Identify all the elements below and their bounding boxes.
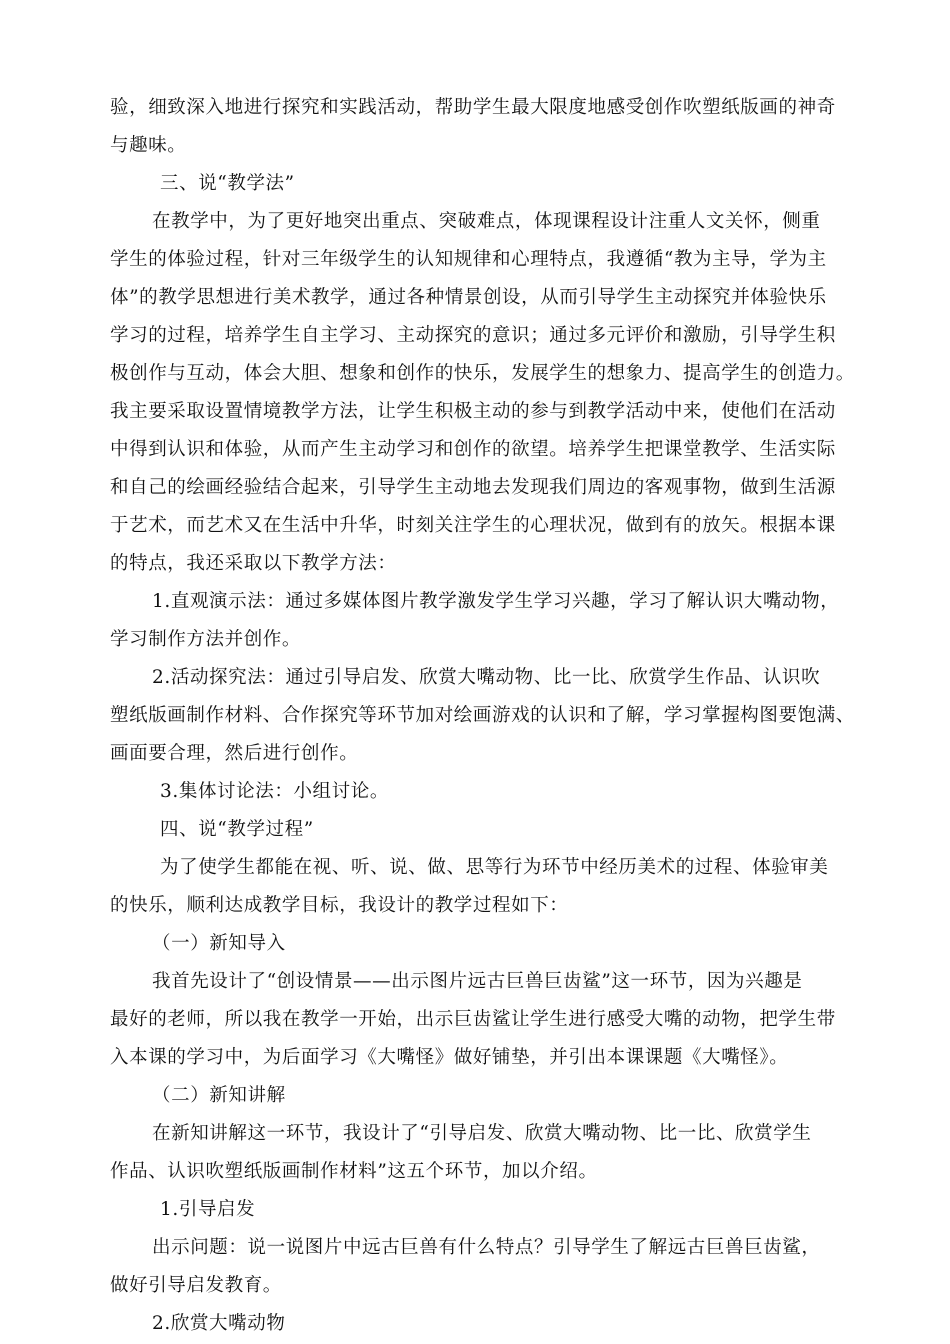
subsection-heading: （一）新知导入 [152, 933, 286, 954]
text-line: 极创作与互动，体会大胆、想象和创作的快乐，发展学生的想象力、提高学生的创造力。 [110, 363, 855, 384]
text-line: 与趣味。 [110, 135, 187, 156]
text-line: 在新知讲解这一环节，我设计了“引导启发、欣赏大嘴动物、比一比、欣赏学生 [152, 1123, 812, 1144]
subsection-heading: （二）新知讲解 [152, 1085, 286, 1106]
text-line: 学习的过程，培养学生自主学习、主动探究的意识；通过多元评价和激励，引导学生积 [110, 325, 836, 346]
text-line: 的快乐，顺利达成教学目标，我设计的教学过程如下： [110, 895, 569, 916]
text-line: 出示问题：说一说图片中远古巨兽有什么特点？引导学生了解远古巨兽巨齿鲨， [152, 1237, 821, 1258]
text-line: 于艺术，而艺术又在生活中升华，时刻关注学生的心理状况，做到有的放矢。根据本课 [110, 515, 836, 536]
text-line: 最好的老师，所以我在教学一开始，出示巨齿鲨让学生进行感受大嘴的动物，把学生带 [110, 1009, 836, 1030]
text-line: 为了使学生都能在视、听、说、做、思等行为环节中经历美术的过程、体验审美 [160, 857, 829, 878]
text-line: 2.活动探究法：通过引导启发、欣赏大嘴动物、比一比、欣赏学生作品、认识吹 [152, 667, 821, 688]
text-line: 作品、认识吹塑纸版画制作材料”这五个环节，加以介绍。 [110, 1161, 598, 1182]
text-line: 我主要采取设置情境教学方法，让学生积极主动的参与到教学活动中来，使他们在活动 [110, 401, 836, 422]
section-heading: 三、说“教学法” [160, 173, 295, 194]
text-line: 学生的体验过程，针对三年级学生的认知规律和心理特点，我遵循“教为主导，学为主 [110, 249, 827, 270]
text-line: 画面要合理，然后进行创作。 [110, 743, 359, 764]
item-heading: 2.欣赏大嘴动物 [152, 1313, 286, 1334]
text-line: 3.集体讨论法：小组讨论。 [160, 781, 389, 802]
text-line: 塑纸版画制作材料、合作探究等环节加对绘画游戏的认识和了解，学习掌握构图要饱满、 [110, 705, 855, 726]
text-line: 验，细致深入地进行探究和实践活动，帮助学生最大限度地感受创作吹塑纸版画的神奇 [110, 97, 836, 118]
text-line: 学习制作方法并创作。 [110, 629, 302, 650]
item-heading: 1.引导启发 [160, 1199, 256, 1220]
text-line: 我首先设计了“创设情景——出示图片远古巨兽巨齿鲨”这一环节，因为兴趣是 [152, 971, 803, 992]
text-line: 中得到认识和体验，从而产生主动学习和创作的欲望。培养学生把课堂教学、生活实际 [110, 439, 836, 460]
text-line: 和自己的绘画经验结合起来，引导学生主动地去发现我们周边的客观事物，做到生活源 [110, 477, 836, 498]
text-line: 1.直观演示法：通过多媒体图片教学激发学生学习兴趣，学习了解认识大嘴动物， [152, 591, 840, 612]
text-line: 在教学中，为了更好地突出重点、突破难点，体现课程设计注重人文关怀，侧重 [152, 211, 821, 232]
section-heading: 四、说“教学过程” [160, 819, 314, 840]
text-line: 的特点，我还采取以下教学方法： [110, 553, 397, 574]
text-line: 入本课的学习中，为后面学习《大嘴怪》做好铺垫，并引出本课课题《大嘴怪》。 [110, 1047, 789, 1068]
text-line: 做好引导启发教育。 [110, 1275, 282, 1296]
text-line: 体”的教学思想进行美术教学，通过各种情景创设，从而引导学生主动探究并体验快乐 [110, 287, 827, 308]
